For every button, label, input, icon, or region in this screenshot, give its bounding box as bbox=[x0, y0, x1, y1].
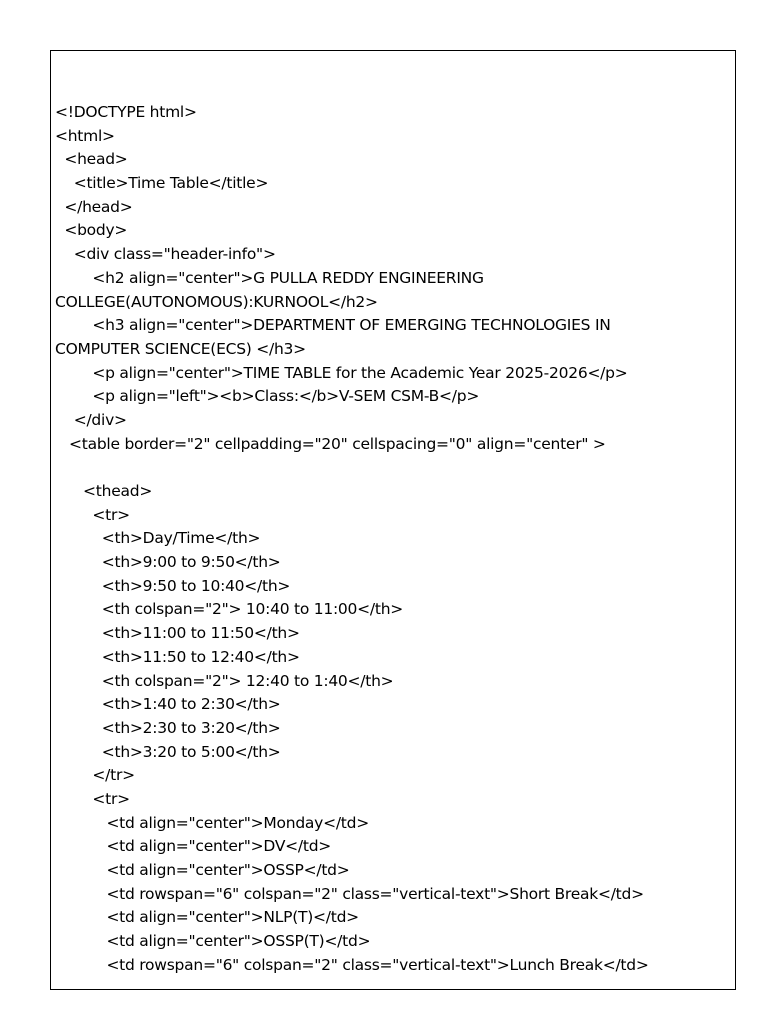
code-line: <td rowspan="6" colspan="2" class="vertical-text">Short Break</td> bbox=[55, 884, 644, 903]
code-line: <th>9:50 to 10:40</th> bbox=[55, 576, 291, 595]
code-line: <h3 align="center">DEPARTMENT OF EMERGING TECHNOLOGIES IN bbox=[55, 316, 611, 335]
blank-line bbox=[55, 456, 725, 480]
code-line: <title>Time Table</title> bbox=[55, 174, 269, 193]
code-line: <table border="2" cellpadding="20" cellspacing="0" align="center" > bbox=[55, 434, 606, 453]
code-line: COLLEGE(AUTONOMOUS):KURNOOL</h2> bbox=[55, 292, 378, 311]
code-line: <td rowspan="6" colspan="2" class="vertical-text">Lunch Break</td> bbox=[55, 955, 649, 974]
code-line: <td align="center">OSSP(T)</td> bbox=[55, 932, 371, 951]
code-line: </head> bbox=[55, 197, 133, 216]
code-line: <tr> bbox=[55, 789, 130, 808]
code-line: <p align="center">TIME TABLE for the Academic Year 2025-2026</p> bbox=[55, 363, 628, 382]
code-line: <td align="center">NLP(T)</td> bbox=[55, 908, 359, 927]
code-line: <th>9:00 to 9:50</th> bbox=[55, 553, 281, 572]
code-line: <head> bbox=[55, 150, 128, 169]
code-line: <thead> bbox=[55, 482, 153, 500]
code-line: <th>Day/Time</th> bbox=[55, 529, 261, 548]
html-source-listing bbox=[55, 101, 725, 977]
code-line: <!DOCTYPE html> bbox=[55, 103, 197, 121]
code-line: <td align="center">DV</td> bbox=[55, 837, 332, 856]
code-line: <th colspan="2"> 12:40 to 1:40</th> bbox=[55, 671, 394, 690]
code-line: </div> bbox=[55, 410, 127, 429]
code-line: <tr> bbox=[55, 505, 130, 524]
code-line: <th>1:40 to 2:30</th> bbox=[55, 695, 281, 714]
code-line: COMPUTER SCIENCE(ECS) </h3> bbox=[55, 339, 306, 358]
code-line: <td align="center">Monday</td> bbox=[55, 813, 369, 832]
code-line: <body> bbox=[55, 221, 128, 240]
code-line: <html> bbox=[55, 126, 115, 145]
code-line: <th>2:30 to 3:20</th> bbox=[55, 718, 281, 737]
code-line: <th>3:20 to 5:00</th> bbox=[55, 742, 281, 761]
code-line: <th colspan="2"> 10:40 to 11:00</th> bbox=[55, 600, 404, 619]
code-line: <h2 align="center">G PULLA REDDY ENGINEERING bbox=[55, 268, 484, 287]
code-line: <th>11:50 to 12:40</th> bbox=[55, 647, 300, 666]
code-line: <div class="header-info"> bbox=[55, 245, 276, 264]
code-line: </tr> bbox=[55, 766, 135, 785]
code-line: <p align="left"><b>Class:</b>V-SEM CSM-B</p> bbox=[55, 387, 480, 406]
code-line: <th>11:00 to 11:50</th> bbox=[55, 624, 300, 643]
code-line: <td align="center">OSSP</td> bbox=[55, 861, 350, 879]
